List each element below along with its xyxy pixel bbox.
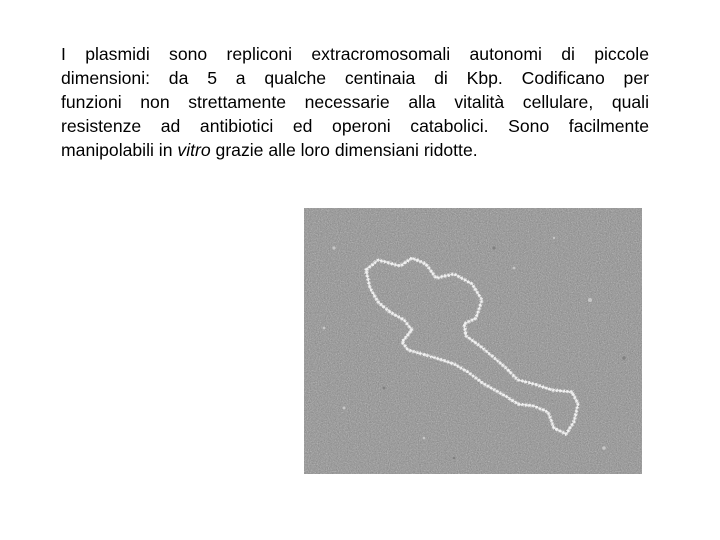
paragraph-line-5-end: grazie alle loro dimensiani ridotte. bbox=[210, 140, 478, 160]
paragraph-line-4: resistenze ad antibiotici ed operoni catabolici. Sono facilmente bbox=[61, 116, 649, 136]
paragraph-line-5 bbox=[61, 138, 649, 162]
paragraph-line-2: dimensioni: da 5 a qualche centinaia di Kbp. Codificano per bbox=[61, 68, 649, 88]
paragraph-line-1: I plasmidi sono repliconi extracromosomali autonomi di piccole bbox=[61, 44, 649, 64]
description-paragraph bbox=[61, 42, 649, 162]
plasmid-micrograph-image bbox=[304, 208, 642, 474]
paragraph-line-3: funzioni non strettamente necessarie alla vitalità cellulare, quali bbox=[61, 92, 649, 112]
plasmid-electron-micrograph-icon bbox=[304, 208, 642, 474]
italic-term: vitro bbox=[177, 140, 211, 160]
paragraph-line-5-start: manipolabili in bbox=[61, 140, 178, 160]
